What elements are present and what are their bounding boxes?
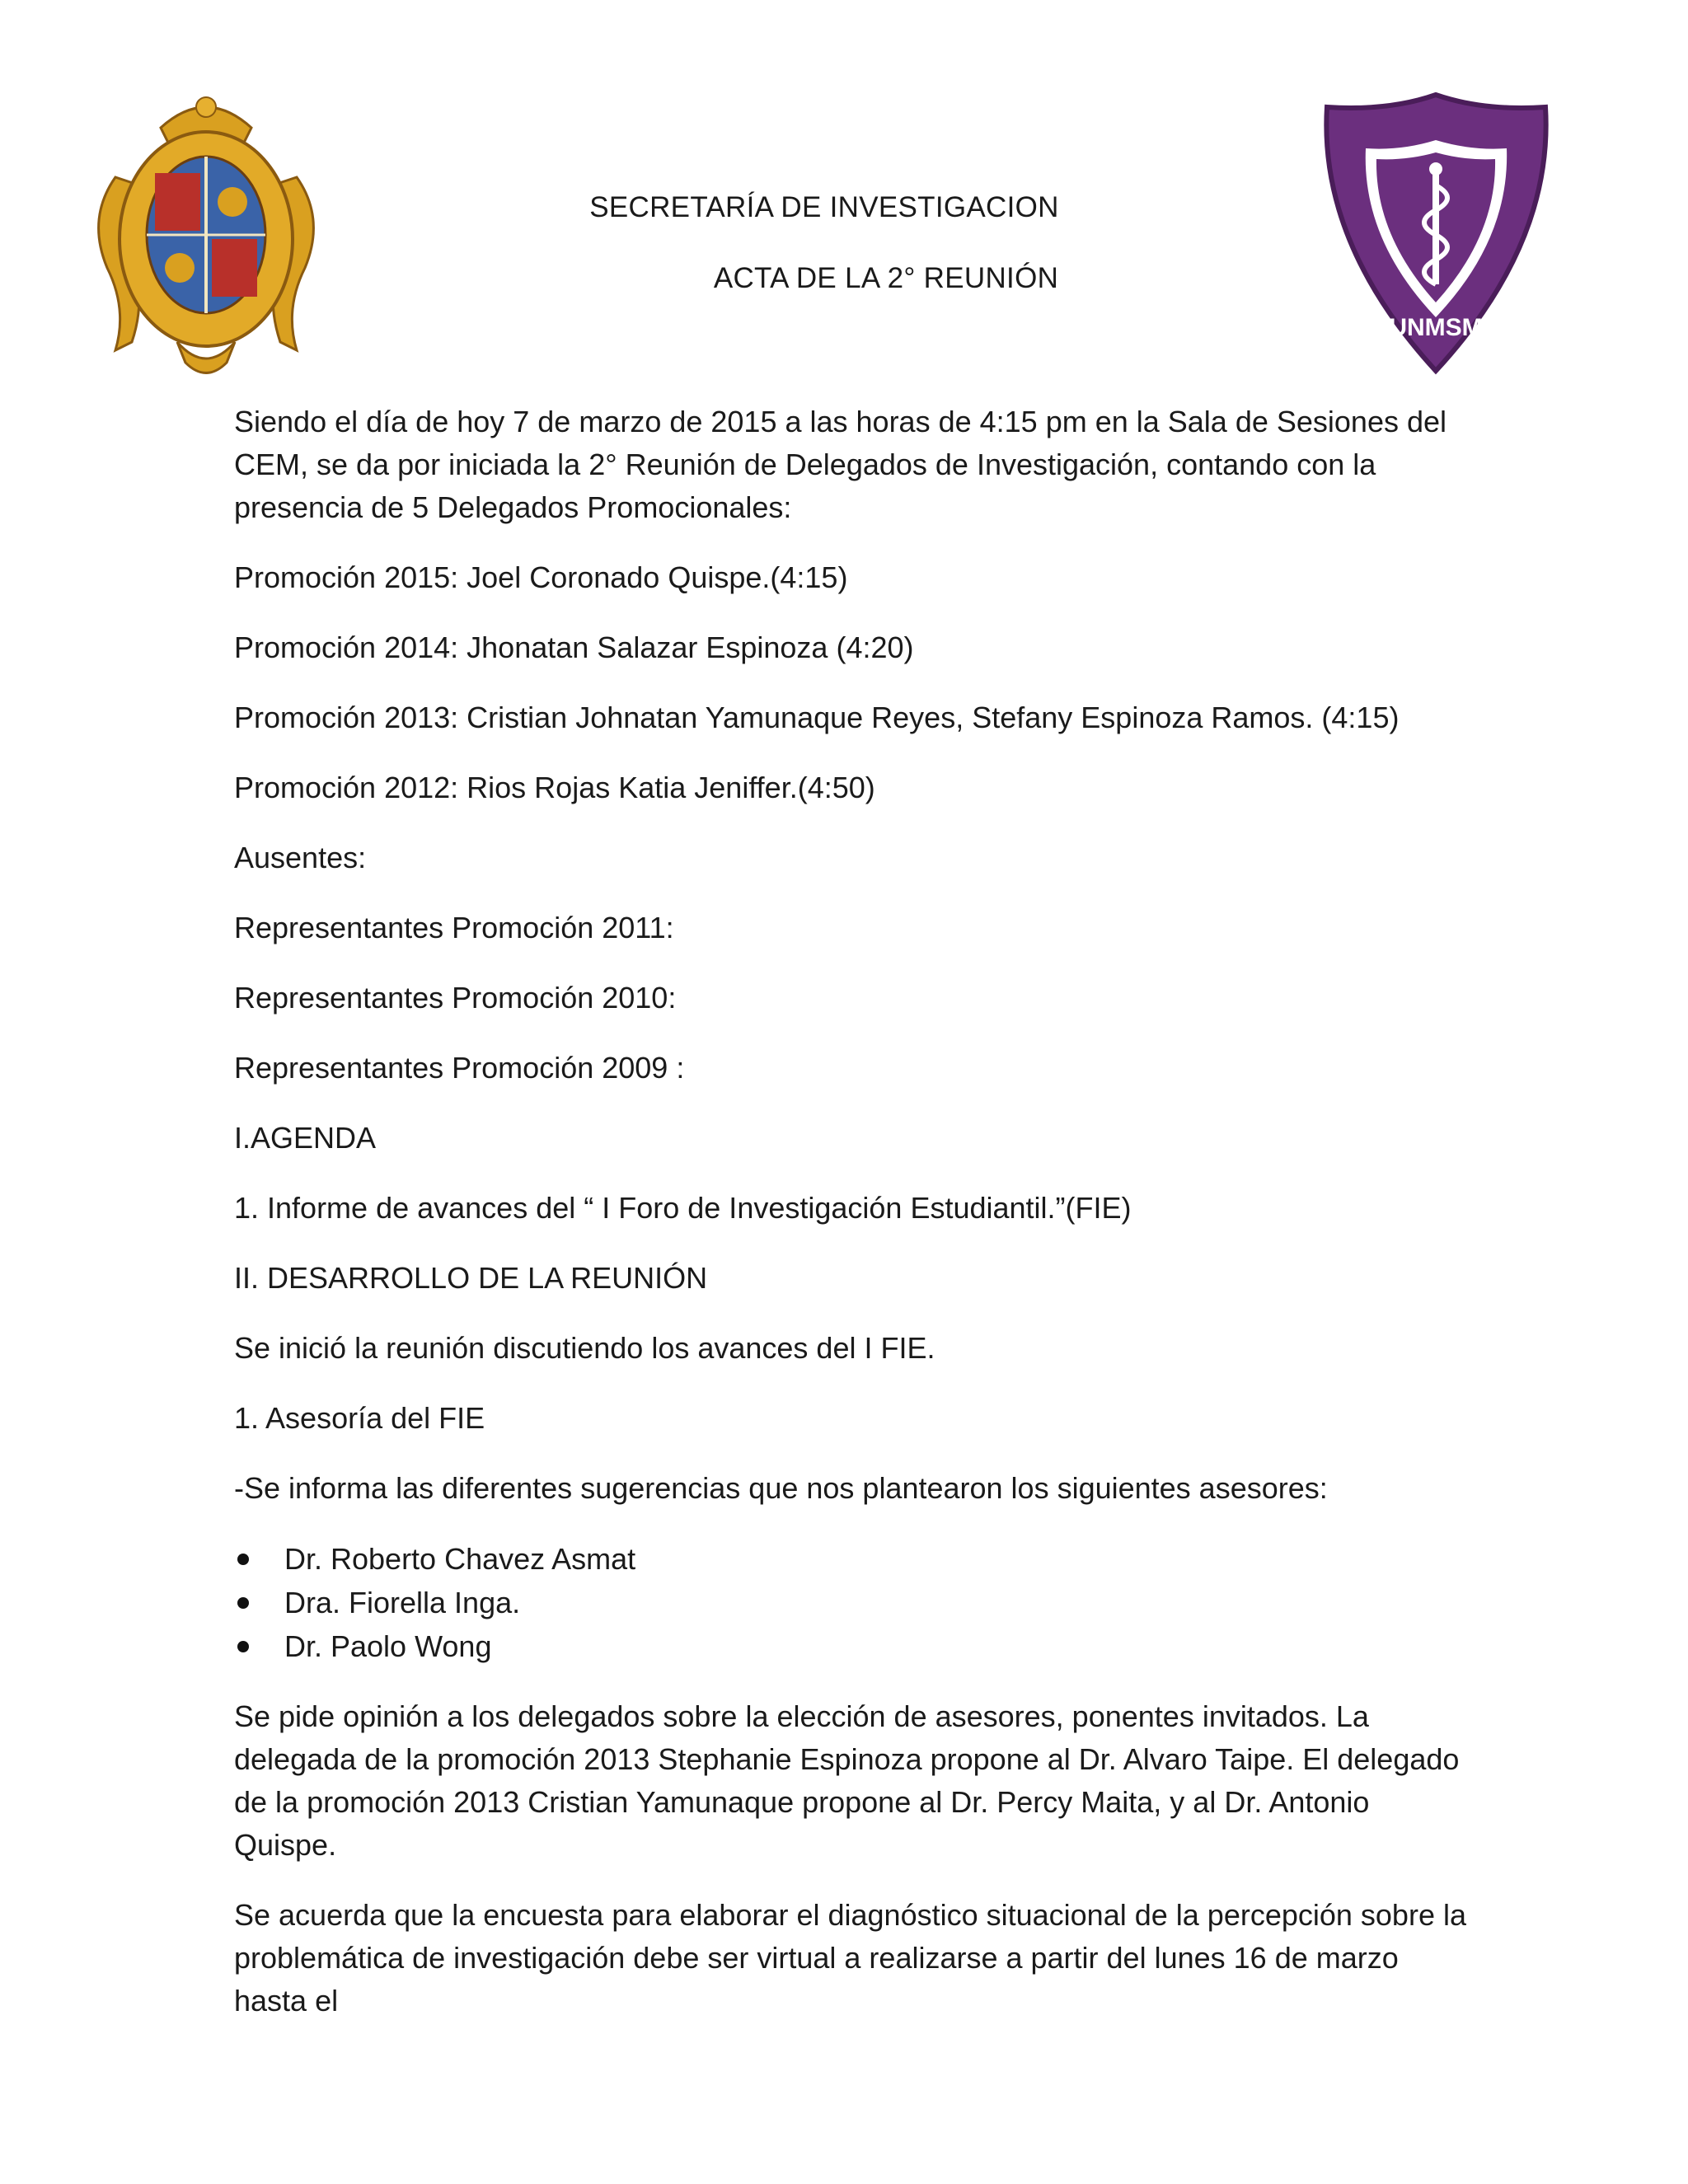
absent-label: Ausentes: xyxy=(234,841,367,874)
advisor-name: Dr. Roberto Chavez Asmat xyxy=(284,1542,636,1576)
absent-line: Representantes Promoción 2011: xyxy=(234,911,674,944)
attendee-line: Promoción 2012: Rios Rojas Katia Jeniffer.(4:50) xyxy=(234,771,875,804)
intro-paragraph: Siendo el día de hoy 7 de marzo de 2015 a las horas de 4:15 pm en la Sala de Sesiones del CEM, se da por iniciada la 2° Reunión de Delegados de Investigación, contando con la presencia de 5 Delegados Promocionales: xyxy=(234,405,1447,524)
advisor-list xyxy=(234,1537,1470,1668)
medicine-shield-icon xyxy=(1319,87,1554,379)
advisor-name: Dra. Fiorella Inga. xyxy=(284,1586,521,1619)
advisor-name: Dr. Paolo Wong xyxy=(284,1629,492,1663)
absent-line: Representantes Promoción 2010: xyxy=(234,981,677,1015)
asesoria-intro: -Se informa las diferentes sugerencias que nos plantearon los siguientes asesores: xyxy=(234,1471,1328,1505)
opinion-paragraph: Se pide opinión a los delegados sobre la elección de asesores, ponentes invitados. La delegada de la promoción 2013 Stephanie Espinoza propone al Dr. Alvaro Taipe. El delegado de la promoción 2013 Cristian Yamunaque propone al Dr. Percy Maita, y al Dr. Antonio Quispe. xyxy=(234,1699,1460,1862)
desarrollo-intro: Se inició la reunión discutiendo los avances del I FIE. xyxy=(234,1331,935,1365)
bullet-icon xyxy=(237,1641,249,1652)
agenda-item: 1. Informe de avances del “ I Foro de Investigación Estudiantil.”(FIE) xyxy=(234,1191,1132,1225)
encuesta-paragraph: Se acuerda que la encuesta para elaborar el diagnóstico situacional de la percepción sobre la problemática de investigación debe ser virtual a realizarse a partir del lunes 16 de marzo hasta el xyxy=(234,1898,1466,2018)
list-item xyxy=(234,1537,1470,1581)
bullet-icon xyxy=(237,1597,249,1609)
list-item xyxy=(234,1624,1470,1668)
attendee-line: Promoción 2013: Cristian Johnatan Yamunaque Reyes, Stefany Espinoza Ramos. (4:15) xyxy=(234,701,1400,734)
desarrollo-heading: II. DESARROLLO DE LA REUNIÓN xyxy=(234,1261,708,1295)
coat-of-arms-icon xyxy=(82,78,330,387)
document-body xyxy=(234,401,1470,2050)
agenda-heading: I.AGENDA xyxy=(234,1121,377,1155)
absent-line: Representantes Promoción 2009 : xyxy=(234,1051,685,1085)
attendee-line: Promoción 2015: Joel Coronado Quispe.(4:15) xyxy=(234,560,848,594)
list-item xyxy=(234,1581,1470,1624)
document-title-secretaria: SECRETARÍA DE INVESTIGACION xyxy=(589,191,1059,223)
attendee-line: Promoción 2014: Jhonatan Salazar Espinoza (4:20) xyxy=(234,630,914,664)
asesoria-heading: 1. Asesoría del FIE xyxy=(234,1401,485,1435)
document-title-acta: ACTA DE LA 2° REUNIÓN xyxy=(713,262,1059,294)
bullet-icon xyxy=(237,1554,249,1565)
logo-unmsm-text: UNMSM xyxy=(1389,314,1483,341)
